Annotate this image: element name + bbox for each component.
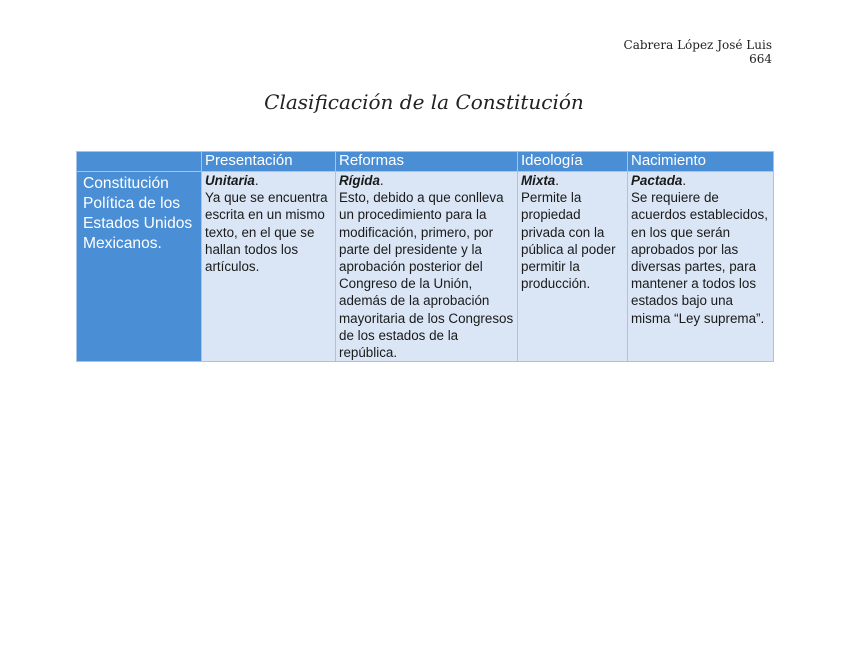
term-mixta: Mixta (521, 173, 556, 188)
author-block (624, 38, 772, 66)
cell-body-nacimiento: Se requiere de acuerdos establecidos, en los que serán aprobados por las diversas partes, para mantener a todos los estados bajo una misma “Ley suprema”. (631, 190, 768, 326)
author-name: Cabrera López José Luis (623, 38, 772, 52)
classification-table (76, 151, 774, 362)
cell-body-ideologia: Permite la propiedad privada con la pública al poder permitir la producción. (521, 190, 616, 292)
cell-reformas (336, 172, 518, 362)
term-suffix: . (682, 173, 687, 188)
term-rigida: Rígida (339, 173, 380, 188)
cell-body-reformas: Esto, debido a que conlleva un procedimiento para la modificación, primero, por parte del presidente y la aprobación posterior del Congreso de la Unión, además de la aprobación mayoritaria de los Congresos de los estados de la república. (339, 190, 514, 361)
column-header-ideologia: Ideología (518, 152, 628, 172)
column-header-nacimiento: Nacimiento (628, 152, 774, 172)
table-row (77, 172, 774, 362)
cell-ideologia (518, 172, 628, 362)
author-number: 664 (749, 52, 772, 66)
column-header-reformas: Reformas (336, 152, 518, 172)
term-unitaria: Unitaria (205, 173, 255, 188)
row-header-constitucion: Constitución Política de los Estados Unidos Mexicanos. (77, 172, 202, 362)
column-header-presentacion: Presentación (202, 152, 336, 172)
document-title: Clasificación de la Constitución (264, 90, 584, 114)
cell-nacimiento (628, 172, 774, 362)
term-suffix: . (254, 173, 259, 188)
table-header-row (77, 152, 774, 172)
term-suffix: . (555, 173, 559, 188)
term-suffix: . (379, 173, 384, 188)
cell-presentacion (202, 172, 336, 362)
cell-body-presentacion: Ya que se encuentra escrita en un mismo texto, en el que se hallan todos los artículos. (205, 190, 328, 275)
term-pactada: Pactada (631, 173, 683, 188)
table-corner-cell (77, 152, 202, 172)
